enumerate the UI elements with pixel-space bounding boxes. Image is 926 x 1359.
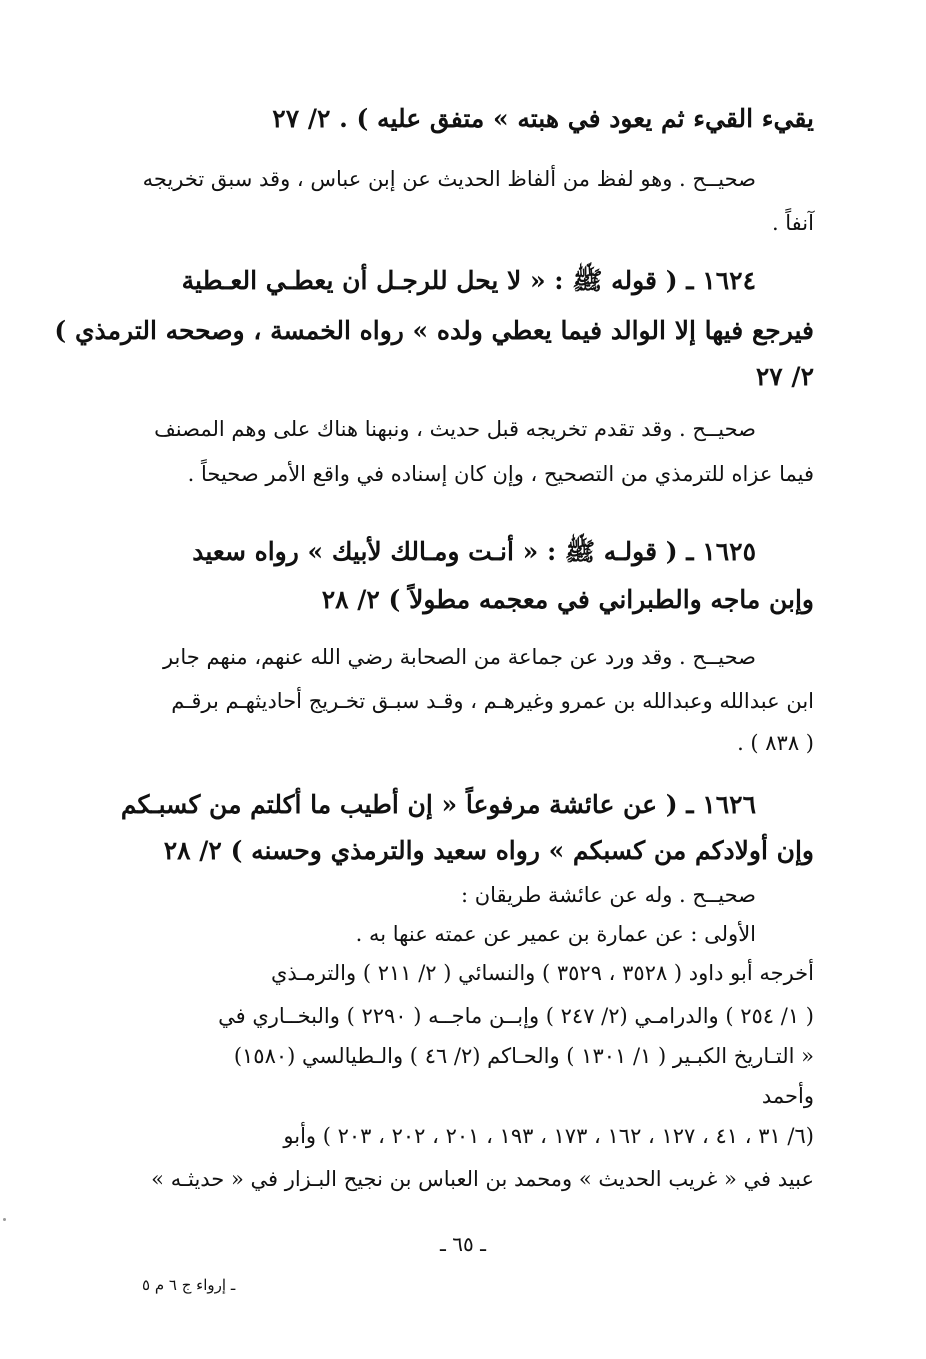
text-line: ١٦٢٦ ـ ( عن عائشة مرفوعاً « إن أطيب ما أكلتم من كسبـكم [120,790,756,819]
page-number: ـ ٦٥ ـ [440,1232,486,1256]
text-line: آنفاً . [771,211,814,235]
text-line: ١٦٢٥ ـ ( قولـه ﷺ : « أنـت ومـالك لأبيك » رواه سعيد [192,537,756,566]
text-line: وإبن ماجه والطبراني في معجمه مطولاً ) ٢/ ٢٨ [321,585,814,614]
text-line: عبيد في « غريب الحديث » ومحمد بن العباس بن نجيح البـزار في « حديثـه » [151,1167,814,1191]
text-line: صحيــح . وقد ورد عن جماعة من الصحابة رضي الله عنهم، منهم جابر [162,645,756,669]
text-line: ٢/ ٢٧ [755,362,814,391]
text-line: وأحمد [761,1084,814,1108]
text-line: فيما عزاه للترمذي من التصحيح ، وإن كان إسناده في واقع الأمر صحيحاً . [187,462,814,486]
text-line: « التـاريخ الكبـير ( ١/ ١٣٠١ ) والحـاكم (٢/ ٤٦ ) والـطيالسي (١٥٨٠) [233,1044,814,1068]
margin-dot [3,1218,6,1221]
text-line: يقيء القيء ثم يعود في هبته » متفق عليه ) . ٢/ ٢٧ [272,104,814,133]
signature-mark: ـ إرواء ج ٦ م ٥ [142,1276,236,1294]
text-line: صحيــح . وقد تقدم تخريجه قبل حديث ، ونبهنا هناك على وهم المصنف [154,417,756,441]
text-line: (٦/ ٣١ ، ٤١ ، ١٢٧ ، ١٦٢ ، ١٧٣ ، ١٩٣ ، ٢٠١ ، ٢٠٢ ، ٢٠٣ ) وأبو [283,1124,814,1148]
text-line: ١٦٢٤ ـ ( قوله ﷺ : « لا يحل للرجـل أن يعطـي العـطية [181,266,756,295]
text-line: صحيــح . وهو لفظ من ألفاظ الحديث عن إبن عباس ، وقد سبق تخريجه [142,167,756,191]
text-line: ( ١/ ٢٥٤ ) والدرامـي (٢/ ٢٤٧ ) وإبــن ماجــه ( ٢٢٩٠ ) والبخــاري في [218,1004,814,1028]
text-line: أخرجه أبو داود ( ٣٥٢٨ ، ٣٥٢٩ ) والنسائي ( ٢/ ٢١١ ) والترمـذي [270,961,814,985]
text-line: فيرجع فيها إلا الوالد فيما يعطي ولده » رواه الخمسة ، وصححه الترمذي ) [54,316,814,345]
text-line: ( ٨٣٨ ) . [737,731,814,755]
text-line: ابن عبدالله وعبدالله بن عمرو وغيرهـم ، وقـد سبـق تخـريج أحاديثهـم برقـم [171,689,814,713]
text-line: صحيــح . وله عن عائشة طريقان : [460,883,756,907]
text-line: الأولى : عن عمارة بن عمير عن عمته عنها به . [355,922,756,946]
text-line: وإن أولادكم من كسبكم » رواه سعيد والترمذي وحسنه ) ٢/ ٢٨ [163,836,814,865]
